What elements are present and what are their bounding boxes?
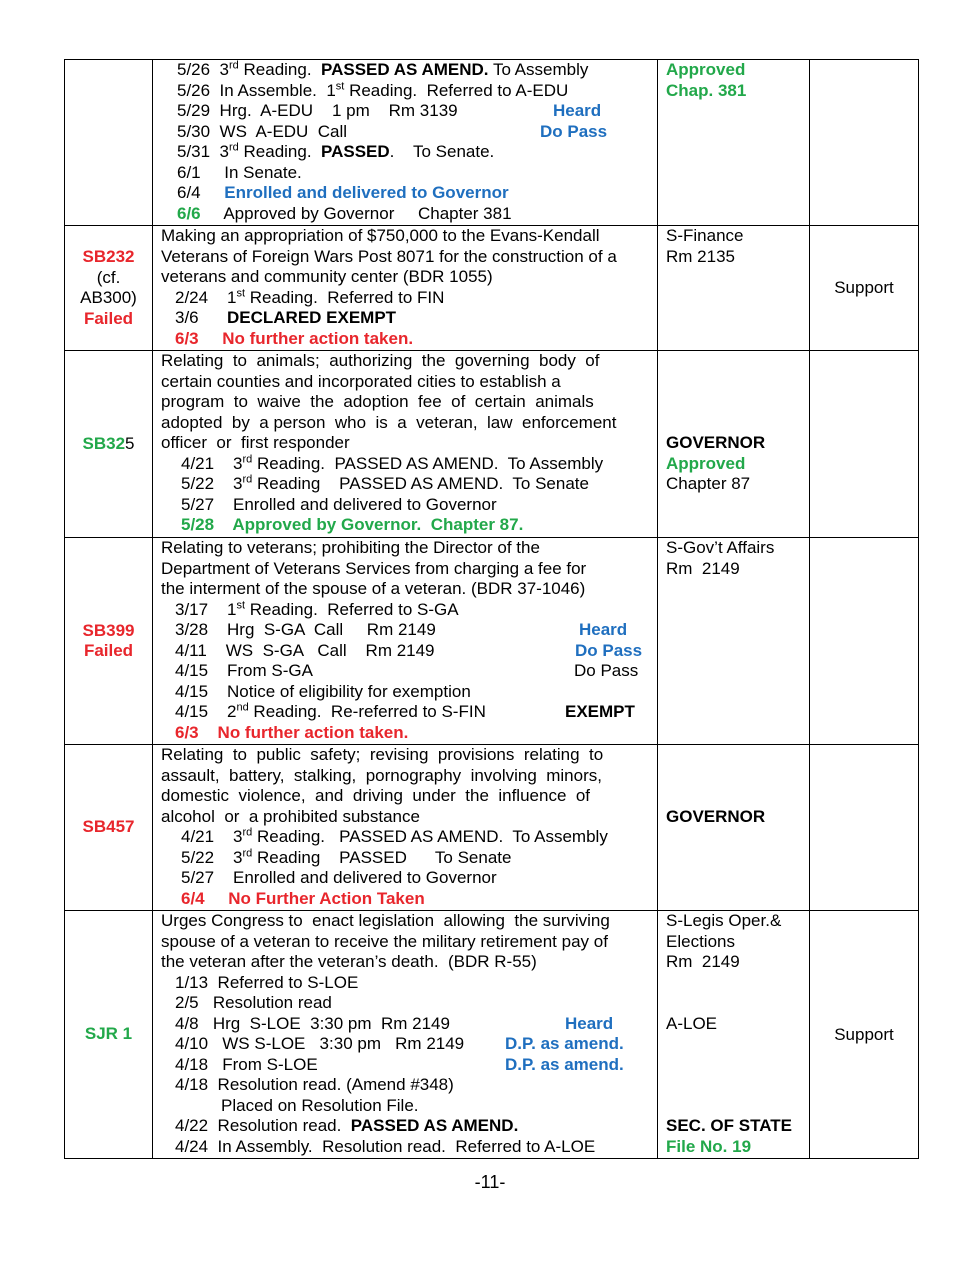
action-result: EXEMPT (565, 702, 635, 721)
description-line: Veterans of Foreign Wars Post 8071 for the construction of a (161, 246, 617, 266)
bill-status: Failed (83, 641, 134, 660)
history-line: 2/24 1st Reading. Referred to FIN (175, 286, 445, 307)
bill-cell (65, 351, 153, 538)
history-line: 4/21 3rd Reading. PASSED AS AMEND. To Assembly (181, 452, 604, 473)
status-approved: Approved (666, 60, 746, 79)
committee-room: Rm 2149 (666, 952, 740, 971)
position-label: Support (834, 278, 894, 297)
history-line: 5/30 WS A-EDU Call (177, 121, 348, 141)
action-result: Heard (553, 101, 602, 120)
history-line: 6/4 Enrolled and delivered to Governor (177, 183, 509, 202)
committee-cell (658, 60, 810, 226)
bill-cell (65, 745, 153, 911)
action-result: Heard (565, 1013, 614, 1033)
committee-cell (658, 351, 810, 538)
committee-room: Rm 2149 (666, 558, 740, 578)
bill-id: SB457 (82, 817, 135, 837)
table-row (65, 745, 919, 911)
bill-cell (65, 538, 153, 745)
history-line: 6/6 Approved by Governor Chapter 381 (177, 203, 512, 223)
action-result: Do Pass (575, 640, 643, 660)
history-cell (153, 60, 658, 226)
history-line: 4/10 WS S-LOE 3:30 pm Rm 2149 (175, 1034, 465, 1053)
description-line: Urges Congress to enact legislation allowing the surviving (161, 911, 610, 930)
position-cell (810, 351, 919, 538)
history-line: 5/27 Enrolled and delivered to Governor (181, 494, 497, 514)
history-line: 4/8 Hrg S-LOE 3:30 pm Rm 2149 (175, 1013, 450, 1033)
description-line: adopted by a person who is a veteran, law enforcement (161, 412, 617, 432)
history-line: 4/15 Notice of eligibility for exemption (175, 681, 471, 701)
history-line: 2/5 Resolution read (175, 993, 332, 1012)
committee-name: Elections (666, 931, 735, 951)
description-line: veterans and community center (BDR 1055) (161, 267, 493, 286)
committee-name: S-Gov’t Affairs (666, 538, 775, 557)
action-result: D.P. as amend. (505, 1034, 624, 1053)
history-cell (153, 911, 658, 1159)
bill-id: SB325 (82, 433, 135, 453)
description-line: Department of Veterans Services from charging a fee for (161, 558, 587, 578)
description-line: Relating to public safety; revising provisions relating to (161, 745, 604, 764)
page-number: -11- (474, 1172, 506, 1192)
chapter-label: Chapter 87 (666, 474, 751, 493)
description-line: Making an appropriation of $750,000 to the Evans-Kendall (161, 226, 600, 245)
action-result: Do Pass (574, 661, 639, 680)
position-cell (810, 226, 919, 351)
action-result: Heard (579, 620, 628, 639)
position-cell (810, 60, 919, 226)
history-line: 5/22 3rd Reading PASSED To Senate (181, 846, 512, 867)
governor-label: GOVERNOR (666, 433, 766, 452)
description-line: domestic violence, and driving under the influence of (161, 786, 591, 805)
status-approved: Approved (666, 453, 746, 473)
committee-room: Rm 2135 (666, 246, 735, 266)
history-line: 4/24 In Assembly. Resolution read. Referred to A-LOE (175, 1136, 596, 1156)
history-line: 6/1 In Senate. (177, 162, 302, 182)
description-line: certain counties and incorporated cities to establish a (161, 371, 561, 391)
file-number: File No. 19 (666, 1136, 752, 1156)
action-result: D.P. as amend. (505, 1054, 624, 1074)
bill-cell (65, 60, 153, 226)
history-line: 4/15 2nd Reading. Re-referred to S-FIN (175, 701, 486, 721)
chapter-label: Chap. 381 (666, 80, 747, 100)
position-cell (810, 538, 919, 745)
bill-cell (65, 911, 153, 1159)
history-line: 4/21 3rd Reading. PASSED AS AMEND. To Assembly (181, 826, 608, 846)
history-line: 4/18 Resolution read. (Amend #348) (175, 1075, 454, 1094)
description-line: assault, battery, stalking, pornography involving minors, (161, 765, 602, 785)
history-cell (153, 351, 658, 538)
bill-id: SB232 (82, 247, 135, 266)
history-cell (153, 538, 658, 745)
history-line: 4/15 From S-GA (175, 661, 313, 680)
table-row (65, 226, 919, 351)
committee-name: A-LOE (666, 1013, 718, 1033)
sec-of-state-label: SEC. OF STATE (666, 1116, 792, 1135)
history-line: 3/17 1st Reading. Referred to S-GA (175, 598, 459, 619)
committee-cell (658, 745, 810, 911)
committee-cell (658, 538, 810, 745)
position-cell (810, 911, 919, 1159)
history-line: 6/4 No Further Action Taken (181, 888, 425, 908)
description-line: spouse of a veteran to receive the military retirement pay of (161, 931, 608, 951)
bill-status: Failed (83, 308, 134, 328)
history-line: 6/3 No further action taken. (175, 722, 409, 742)
history-line: 4/18 From S-LOE (175, 1054, 318, 1074)
history-line: 5/29 Hrg. A-EDU 1 pm Rm 3139 (177, 101, 458, 120)
history-line: 5/27 Enrolled and delivered to Governor (181, 868, 497, 887)
history-line: 4/11 WS S-GA Call Rm 2149 (175, 640, 435, 660)
committee-cell (658, 911, 810, 1159)
bill-note: (cf. AB300) (80, 267, 137, 307)
description-line: officer or first responder (161, 433, 350, 452)
description-line: Relating to veterans; prohibiting the Director of the (161, 538, 540, 557)
bill-cell (65, 226, 153, 351)
history-line: 3/6 DECLARED EXEMPT (175, 308, 397, 327)
description-line: the veteran after the veteran’s death. (BDR R-55) (161, 952, 537, 971)
committee-cell (658, 226, 810, 351)
committee-name: S-Finance (666, 226, 744, 245)
history-line: 1/13 Referred to S-LOE (175, 972, 359, 992)
history-line: 5/28 Approved by Governor. Chapter 87. (181, 515, 524, 534)
governor-label: GOVERNOR (666, 806, 766, 826)
bill-id: SB399 (82, 620, 135, 640)
history-line: 6/3 No further action taken. (175, 328, 414, 348)
bill-status-table (64, 59, 919, 1159)
history-line: Placed on Resolution File. (221, 1095, 419, 1115)
position-label: Support (834, 1024, 894, 1044)
description-line: Relating to animals; authorizing the governing body of (161, 351, 600, 370)
history-line: 5/26 3rd Reading. PASSED AS AMEND. To Assembly (177, 59, 589, 79)
committee-name: S-Legis Oper.& (666, 911, 782, 930)
history-line: 5/26 In Assemble. 1st Reading. Referred to A-EDU (177, 79, 569, 100)
history-cell (153, 745, 658, 911)
description-line: the interment of the spouse of a veteran. (BDR 37-1046) (161, 579, 586, 598)
table-row (65, 911, 919, 1159)
table-row (65, 538, 919, 745)
table-row (65, 60, 919, 226)
history-cell (153, 226, 658, 351)
history-line: 5/31 3rd Reading. PASSED. To Senate. (177, 141, 495, 161)
bill-id: SJR 1 (84, 1024, 133, 1044)
description-line: alcohol or a prohibited substance (161, 806, 420, 826)
history-line: 3/28 Hrg S-GA Call Rm 2149 (175, 620, 436, 639)
position-cell (810, 745, 919, 911)
action-result: Do Pass (540, 121, 608, 141)
table-row (65, 351, 919, 538)
history-line: 5/22 3rd Reading PASSED AS AMEND. To Senate (181, 473, 589, 493)
history-line: 4/22 Resolution read. PASSED AS AMEND. (175, 1116, 519, 1135)
description-line: program to waive the adoption fee of certain animals (161, 392, 594, 411)
